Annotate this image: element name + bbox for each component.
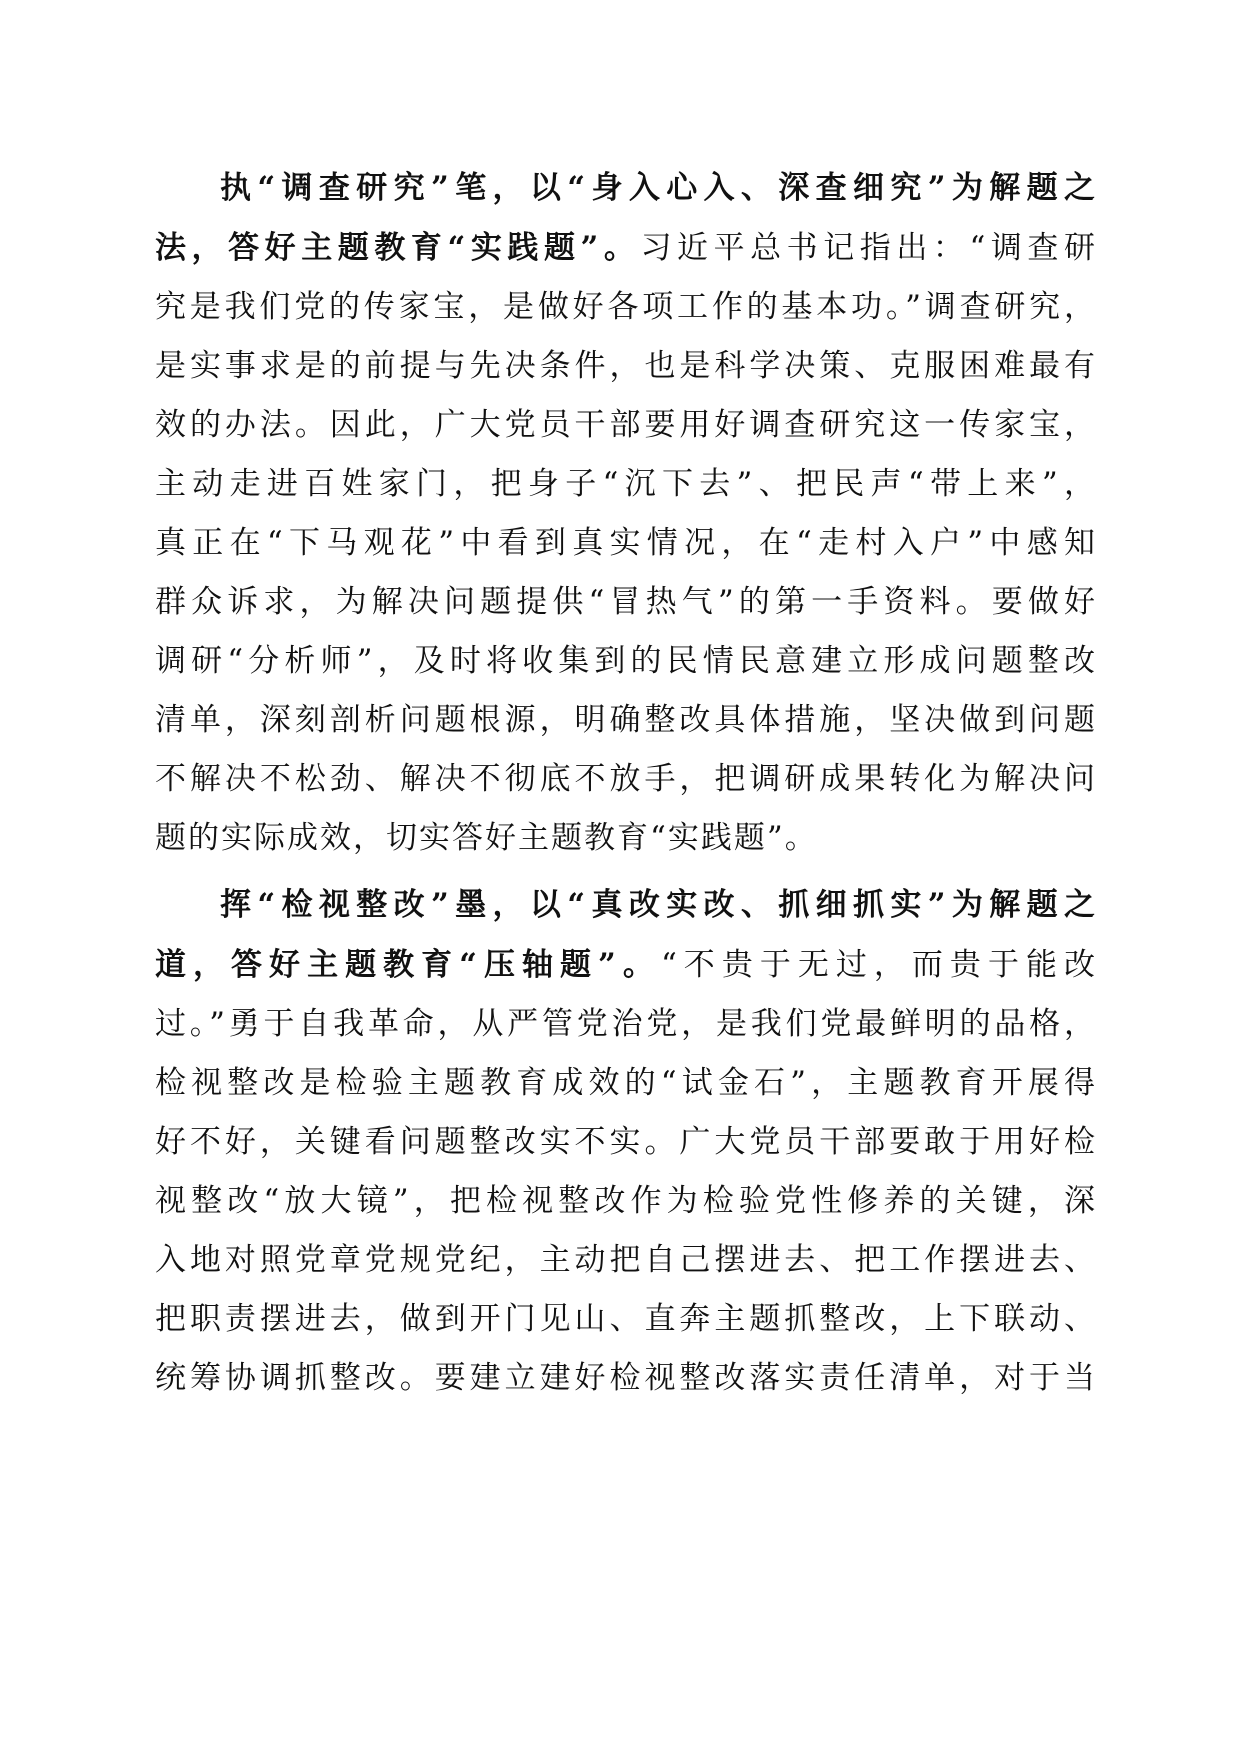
paragraph1-line10: 清单，深刻剖析问题根源，明确整改具体措施，坚决做到问题 bbox=[155, 702, 1095, 738]
paragraph1-line11: 不解决不松劲、解决不彻底不放手，把调研成果转化为解决问 bbox=[155, 761, 1095, 797]
paragraph2-line3: 过。”勇于自我革命，从严管党治党，是我们党最鲜明的品格， bbox=[155, 1006, 1095, 1042]
paragraph1-line4: 是实事求是的前提与先决条件，也是科学决策、克服困难最有 bbox=[155, 348, 1095, 384]
paragraph1-line6: 主动走进百姓家门，把身子“沉下去”、把民声“带上来”， bbox=[155, 466, 1095, 502]
paragraph1-line8: 群众诉求，为解决问题提供“冒热气”的第一手资料。要做好 bbox=[155, 584, 1095, 620]
paragraph1-line3: 究是我们党的传家宝，是做好各项工作的基本功。”调查研究， bbox=[155, 289, 1095, 325]
paragraph1-line2 bbox=[155, 220, 1095, 276]
paragraph2-line7: 入地对照党章党规党纪，主动把自己摆进去、把工作摆进去、 bbox=[155, 1242, 1095, 1278]
paragraph2-line8: 把职责摆进去，做到开门见山、直奔主题抓整改，上下联动、 bbox=[155, 1301, 1095, 1337]
paragraph2-heading-line1: 挥“检视整改”墨，以“真改实改、抓细抓实”为解题之 bbox=[220, 887, 1095, 923]
paragraph2-line4: 检视整改是检验主题教育成效的“试金石”，主题教育开展得 bbox=[155, 1065, 1095, 1101]
paragraph2-line6: 视整改“放大镜”，把检视整改作为检验党性修养的关键，深 bbox=[155, 1183, 1095, 1219]
paragraph1-line7: 真正在“下马观花”中看到真实情况，在“走村入户”中感知 bbox=[155, 525, 1095, 561]
paragraph1-heading-end: 法，答好主题教育“实践题”。 bbox=[155, 230, 641, 266]
paragraph2-line2 bbox=[155, 937, 1095, 993]
paragraph2-line5: 好不好，关键看问题整改实不实。广大党员干部要敢于用好检 bbox=[155, 1124, 1095, 1160]
paragraph2-heading-end: 道，答好主题教育“压轴题”。 bbox=[155, 947, 661, 983]
paragraph1-line5: 效的办法。因此，广大党员干部要用好调查研究这一传家宝， bbox=[155, 407, 1095, 443]
paragraph1-line12: 题的实际成效，切实答好主题教育“实践题”。 bbox=[155, 820, 818, 856]
paragraph2-line9: 统筹协调抓整改。要建立建好检视整改落实责任清单，对于当 bbox=[155, 1360, 1095, 1396]
paragraph1-heading-line1: 执“调查研究”笔，以“身入心入、深查细究”为解题之 bbox=[220, 170, 1095, 206]
paragraph2-line2-text: “不贵于无过，而贵于能改 bbox=[660, 947, 1095, 983]
paragraph1-line2-text: 习近平总书记指出：“调查研 bbox=[640, 230, 1095, 266]
paragraph1-line9: 调研“分析师”，及时将收集到的民情民意建立形成问题整改 bbox=[155, 643, 1095, 679]
